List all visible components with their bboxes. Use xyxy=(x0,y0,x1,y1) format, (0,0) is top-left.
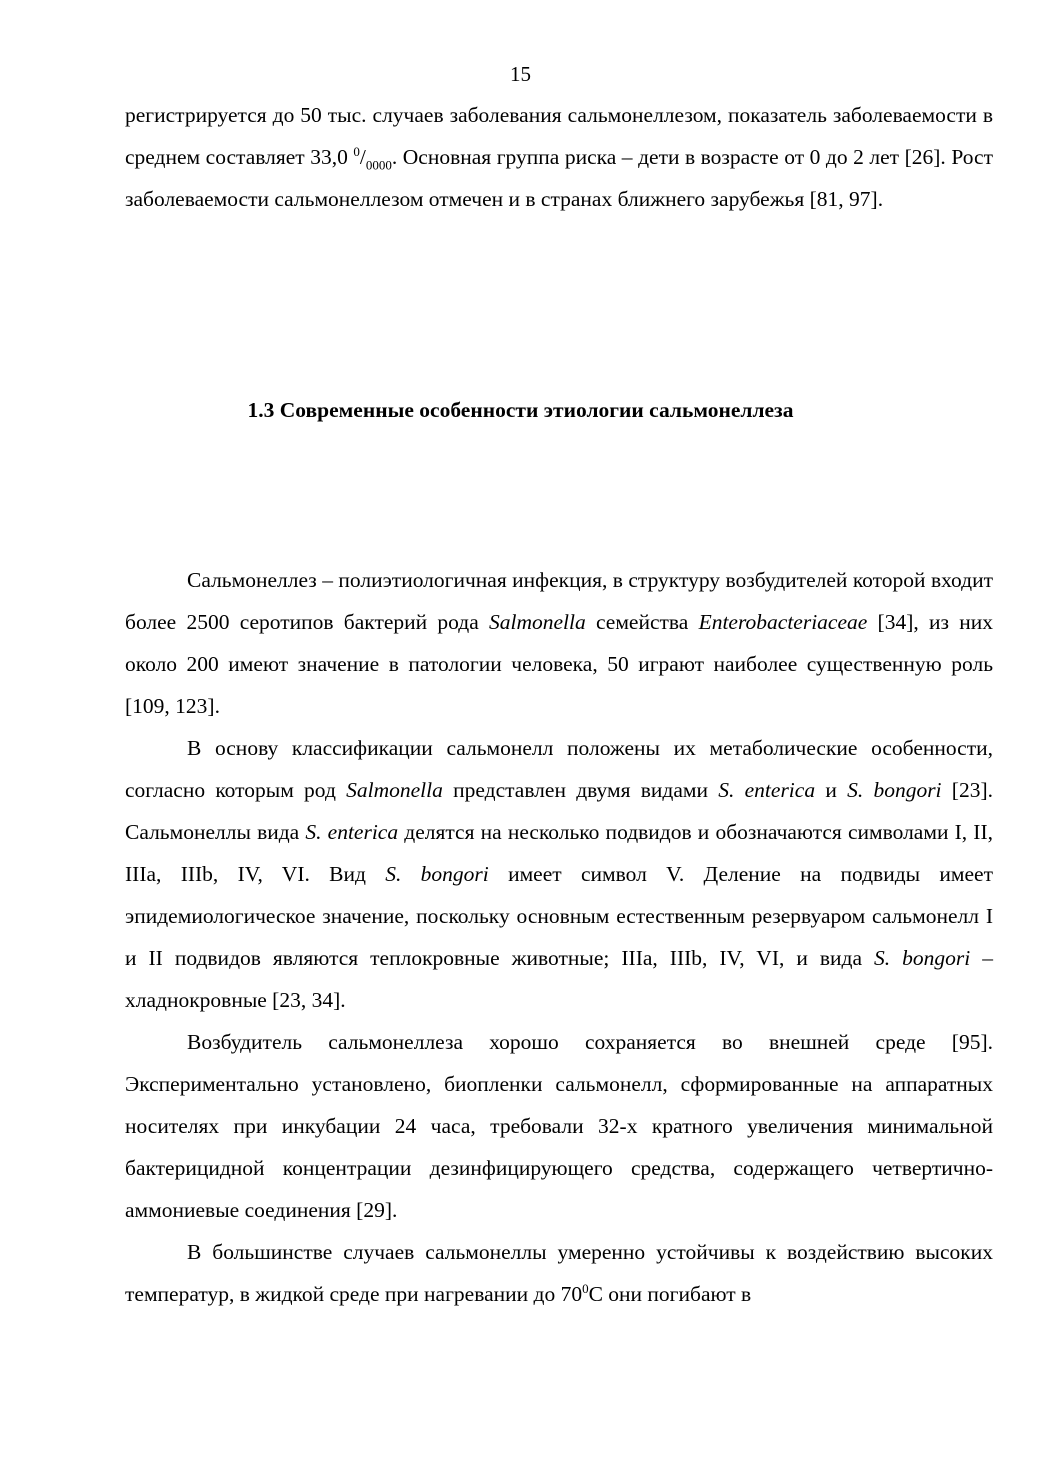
italic-term: S. bongori xyxy=(874,946,971,970)
italic-term: Enterobacteriaceae xyxy=(698,610,868,634)
text-run: В большинстве случаев сальмонеллы умеренно устойчивы к воздействию высоких температур, в жидкой среде при нагревании до 70 xyxy=(125,1240,993,1306)
text-run: В основу классификации сальмонелл положены их метаболические особенности, согласно которым род xyxy=(125,736,993,802)
paragraph-1 xyxy=(125,559,993,727)
text-run: [23]. Сальмонеллы вида xyxy=(125,778,993,844)
paragraph-2 xyxy=(125,727,993,1021)
subscript: 0000 xyxy=(365,157,392,173)
paragraph-3: Возбудитель сальмонеллеза хорошо сохраняется во внешней среде [95]. Экспериментально установлено, биопленки сальмонелл, сформированные на аппаратных носителях при инкубации 24 часа, требовали 32-х кратного увеличения минимальной бактерицидной концентрации дезинфицирующего средства, содержащего четвертично-аммониевые соединения [29]. xyxy=(125,1030,993,1222)
italic-term: S. enterica xyxy=(718,778,816,802)
italic-term: Salmonella xyxy=(346,778,443,802)
main-text xyxy=(125,559,993,1315)
superscript: 0 xyxy=(582,1280,589,1296)
text-run: – хладнокровные [23, 34]. xyxy=(125,946,994,1012)
text-run: делятся на несколько подвидов и обозначаются символами I, II, IIIa, IIIb, IV, VI. Вид xyxy=(125,820,993,886)
text-run: [34], из них около 200 имеют значение в патологии человека, 50 играют наиболее существенную роль [109, 123]. xyxy=(125,610,993,718)
text-run: С они погибают в xyxy=(588,1282,752,1306)
paragraph-4 xyxy=(125,1231,993,1315)
intro-paragraph xyxy=(125,94,993,220)
text-run: и xyxy=(815,778,848,802)
section-heading: 1.3 Современные особенности этиологии сальмонеллеза xyxy=(247,398,794,422)
italic-term: S. bongori xyxy=(385,862,489,886)
italic-term: Salmonella xyxy=(488,610,586,634)
text-run: представлен двумя видами xyxy=(442,778,719,802)
page-number: 15 xyxy=(510,62,531,86)
text-run: имеет символ V. Деление на подвиды имеет эпидемиологическое значение, поскольку основным естественным резервуаром сальмонелл I и II подвидов являются теплокровные животные; IIIa, IIIb, IV, VI, и вида xyxy=(125,862,993,970)
superscript: 0 xyxy=(353,143,360,159)
text-run: Сальмонеллез – полиэтиологичная инфекция, в структуру возбудителей которой входит более 2500 серотипов бактерий рода xyxy=(125,568,993,634)
italic-term: S. enterica xyxy=(305,820,399,844)
fraction-slash: / xyxy=(359,145,366,169)
text-run: регистрируется до 50 тыс. случаев заболевания сальмонеллезом, показатель заболеваемости в среднем составляет 33,0 xyxy=(125,103,993,169)
text-run: семейства xyxy=(585,610,699,634)
italic-term: S. bongori xyxy=(847,778,942,802)
text-run: . Основная группа риска – дети в возрасте от 0 до 2 лет [26]. Рост заболеваемости сальмонеллезом отмечен и в странах ближнего зарубежья [81, 97]. xyxy=(125,145,993,211)
